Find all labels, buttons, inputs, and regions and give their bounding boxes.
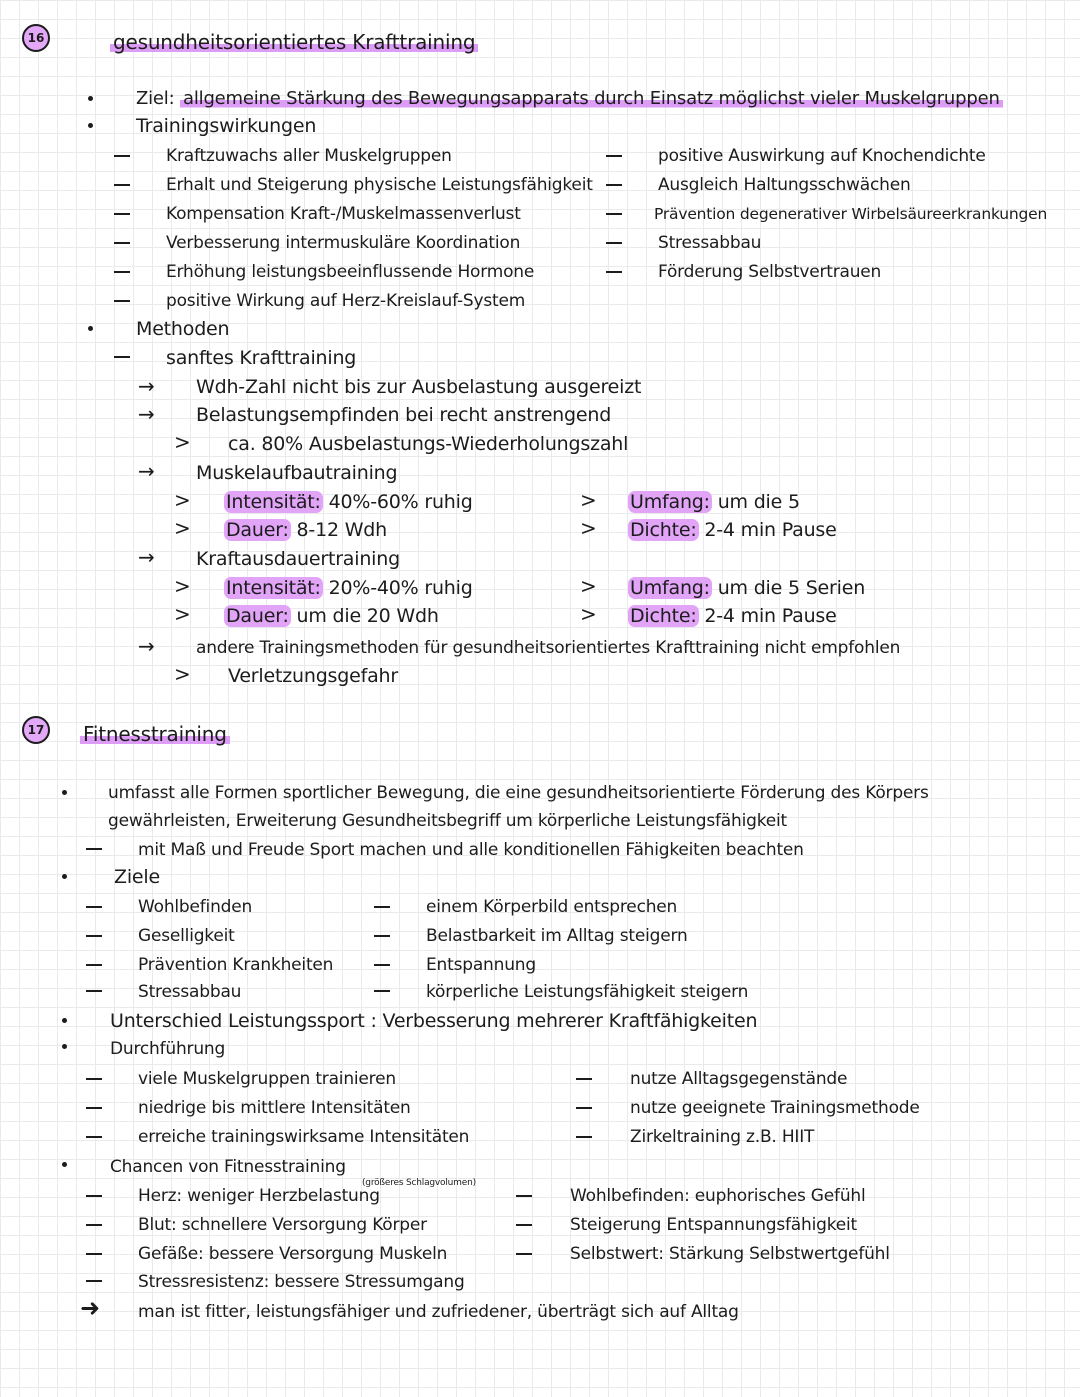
dash xyxy=(86,1224,102,1226)
dash xyxy=(606,184,622,186)
section-number-16: 16 xyxy=(22,24,50,52)
ausdauer-intensitaet-label: Intensität: xyxy=(226,577,321,599)
andere-methoden: andere Trainingsmethoden für gesundheitsorientiertes Krafttraining nicht empfohlen xyxy=(196,638,901,658)
gt-symbol: > xyxy=(580,516,597,540)
dash xyxy=(114,356,130,358)
dash xyxy=(576,1107,592,1109)
durchfuehrung-left-item: erreiche trainingswirksame Intensitäten xyxy=(138,1127,470,1147)
definition-line: gewährleisten, Erweiterung Gesundheitsbegriff um körperliche Leistungsfähigkeit xyxy=(108,811,788,831)
chancen-note: (größeres Schlagvolumen) xyxy=(362,1178,476,1188)
ziel-right-item: Belastbarkeit im Alltag steigern xyxy=(426,926,688,946)
methoden-heading: Methoden xyxy=(136,318,230,340)
dash xyxy=(374,964,390,966)
sanft-detail: Belastungsempfinden bei recht anstrengend xyxy=(196,404,612,426)
aufbau-umfang-value: um die 5 xyxy=(717,491,800,513)
dash xyxy=(86,1136,102,1138)
durchfuehrung-left-item: niedrige bis mittlere Intensitäten xyxy=(138,1098,411,1118)
durchfuehrung-right-item: nutze geeignete Trainingsmethode xyxy=(630,1098,920,1118)
bullet-dot xyxy=(62,1044,67,1049)
durchfuehrung-left-item: viele Muskelgruppen trainieren xyxy=(138,1069,396,1089)
gt-symbol: > xyxy=(580,488,597,512)
verletzungsgefahr: Verletzungsgefahr xyxy=(228,665,398,687)
gt-symbol: > xyxy=(174,574,191,598)
bullet-dot xyxy=(62,874,67,879)
ausdauer-umfang-value: um die 5 Serien xyxy=(717,577,866,599)
chancen-right-item: Wohlbefinden: euphorisches Gefühl xyxy=(570,1186,866,1206)
gt-symbol: > xyxy=(580,602,597,626)
ziel-label: Ziel: xyxy=(136,88,175,109)
dash xyxy=(86,848,102,850)
chancen-left-item: Gefäße: bessere Versorgung Muskeln xyxy=(138,1244,448,1264)
ziel-left-item: Wohlbefinden xyxy=(138,897,253,917)
bullet-dot xyxy=(88,96,93,101)
arrow-symbol: → xyxy=(138,545,155,569)
definition-line: umfasst alle Formen sportlicher Bewegung, die eine gesundheitsorientierte Förderung des Körpers xyxy=(108,783,929,803)
dash xyxy=(374,990,390,992)
wirkung-left-item: positive Wirkung auf Herz-Kreislauf-System xyxy=(166,291,526,311)
aufbau-intensitaet-value: 40%-60% ruhig xyxy=(328,491,473,513)
dash xyxy=(86,935,102,937)
wirkung-left-item: Kompensation Kraft-/Muskelmassenverlust xyxy=(166,204,521,224)
gt-symbol: > xyxy=(174,662,191,686)
dash xyxy=(516,1224,532,1226)
dash xyxy=(86,1195,102,1197)
dash xyxy=(516,1195,532,1197)
dash xyxy=(606,155,622,157)
wirkung-right-item: Prävention degenerativer Wirbelsäureerkrankungen xyxy=(654,205,1048,223)
muskelaufbautraining: Muskelaufbautraining xyxy=(196,462,398,484)
ausdauer-umfang-label: Umfang: xyxy=(630,577,710,599)
ziel-right-item: Entspannung xyxy=(426,955,536,975)
bullet-dot xyxy=(62,1018,67,1023)
ausdauer-dauer xyxy=(224,604,439,628)
wirkung-right-item: Förderung Selbstvertrauen xyxy=(658,262,882,282)
ziel-left-item: Prävention Krankheiten xyxy=(138,955,334,975)
ziel-right-item: körperliche Leistungsfähigkeit steigern xyxy=(426,982,749,1002)
ausdauer-dichte xyxy=(628,604,837,628)
aufbau-dauer xyxy=(224,518,387,542)
chancen-heading: Chancen von Fitnesstraining xyxy=(110,1157,346,1177)
chancen-left-item: Herz: weniger Herzbelastung xyxy=(138,1186,380,1206)
gt-symbol: > xyxy=(174,602,191,626)
aufbau-dichte-value: 2-4 min Pause xyxy=(704,519,837,541)
arrow-symbol: → xyxy=(138,459,155,483)
dash xyxy=(576,1136,592,1138)
chancen-left-item: Blut: schnellere Versorgung Körper xyxy=(138,1215,427,1235)
gt-symbol: > xyxy=(174,430,191,454)
dash xyxy=(86,990,102,992)
dash xyxy=(86,906,102,908)
aufbau-dauer-value: 8-12 Wdh xyxy=(296,519,387,541)
durchfuehrung-right-item: nutze Alltagsgegenstände xyxy=(630,1069,848,1089)
wirkung-left-item: Verbesserung intermuskuläre Koordination xyxy=(166,233,521,253)
wirkung-right-item: Stressabbau xyxy=(658,233,762,253)
section-number-17: 17 xyxy=(22,716,50,744)
dash xyxy=(114,184,130,186)
chancen-left-item: Stressresistenz: bessere Stressumgang xyxy=(138,1272,465,1292)
chancen-right-item: Steigerung Entspannungsfähigkeit xyxy=(570,1215,857,1235)
bullet-dot xyxy=(62,1162,67,1167)
bullet-dot xyxy=(88,123,93,128)
unterschied-leistungssport: Unterschied Leistungssport : Verbesserung mehrerer Kraftfähigkeiten xyxy=(110,1010,758,1032)
aufbau-umfang-label: Umfang: xyxy=(630,491,710,513)
ausdauer-dichte-label: Dichte: xyxy=(630,605,697,627)
dash xyxy=(114,300,130,302)
dash xyxy=(86,1078,102,1080)
ausdauer-dauer-label: Dauer: xyxy=(226,605,289,627)
dash xyxy=(606,242,622,244)
ziel-left-item: Stressabbau xyxy=(138,982,242,1002)
aufbau-dichte xyxy=(628,518,837,542)
bullet-dot xyxy=(88,326,93,331)
sanftes-krafttraining: sanftes Krafttraining xyxy=(166,347,357,369)
aufbau-intensitaet-label: Intensität: xyxy=(226,491,321,513)
dash xyxy=(86,1107,102,1109)
dash xyxy=(114,213,130,215)
dash xyxy=(86,964,102,966)
dash xyxy=(374,906,390,908)
dash xyxy=(576,1078,592,1080)
definition-line: mit Maß und Freude Sport machen und alle konditionellen Fähigkeiten beachten xyxy=(138,840,804,860)
dash xyxy=(606,213,622,215)
dash xyxy=(374,935,390,937)
dash xyxy=(114,155,130,157)
sanft-detail: ca. 80% Ausbelastungs-Wiederholungszahl xyxy=(228,433,629,455)
dash xyxy=(114,242,130,244)
dash xyxy=(86,1253,102,1255)
ziel-line xyxy=(136,87,1003,111)
ziel-text: allgemeine Stärkung des Bewegungsapparats durch Einsatz möglichst vieler Muskelgruppen xyxy=(180,88,1003,109)
fazit: man ist fitter, leistungsfähiger und zufriedener, überträgt sich auf Alltag xyxy=(138,1302,739,1322)
gt-symbol: > xyxy=(174,488,191,512)
chancen-right-item: Selbstwert: Stärkung Selbstwertgefühl xyxy=(570,1244,890,1264)
durchfuehrung-heading: Durchführung xyxy=(110,1039,226,1059)
ausdauer-dauer-value: um die 20 Wdh xyxy=(296,605,439,627)
aufbau-dauer-label: Dauer: xyxy=(226,519,289,541)
arrow-symbol: → xyxy=(138,374,155,398)
wirkungen-heading: Trainingswirkungen xyxy=(136,115,317,137)
gt-symbol: > xyxy=(174,516,191,540)
wirkung-right-item: Ausgleich Haltungsschwächen xyxy=(658,175,911,195)
ausdauer-umfang xyxy=(628,576,865,600)
dash xyxy=(606,271,622,273)
bullet-dot xyxy=(62,790,67,795)
ausdauer-dichte-value: 2-4 min Pause xyxy=(704,605,837,627)
wirkung-left-item: Erhalt und Steigerung physische Leistungsfähigkeit xyxy=(166,175,593,195)
durchfuehrung-right-item: Zirkeltraining z.B. HIIT xyxy=(630,1127,815,1147)
gt-symbol: > xyxy=(580,574,597,598)
dash xyxy=(114,271,130,273)
aufbau-dichte-label: Dichte: xyxy=(630,519,697,541)
arrow-symbol: → xyxy=(138,402,155,426)
arrow-symbol: → xyxy=(138,634,155,658)
kraftausdauertraining: Kraftausdauertraining xyxy=(196,548,400,570)
sanft-detail: Wdh-Zahl nicht bis zur Ausbelastung ausgereizt xyxy=(196,376,642,398)
aufbau-umfang xyxy=(628,490,800,514)
dash xyxy=(86,1280,102,1282)
aufbau-intensitaet xyxy=(224,490,473,514)
section-title-krafttraining: gesundheitsorientiertes Krafttraining xyxy=(110,30,478,54)
ziele-heading: Ziele xyxy=(114,866,160,888)
ziel-left-item: Geselligkeit xyxy=(138,926,235,946)
ausdauer-intensitaet-value: 20%-40% ruhig xyxy=(328,577,473,599)
ziel-right-item: einem Körperbild entsprechen xyxy=(426,897,678,917)
section-title-fitnesstraining: Fitnesstraining xyxy=(80,722,230,746)
wirkung-left-item: Erhöhung leistungsbeeinflussende Hormone xyxy=(166,262,535,282)
ausdauer-intensitaet xyxy=(224,576,473,600)
dash xyxy=(516,1253,532,1255)
wirkung-left-item: Kraftzuwachs aller Muskelgruppen xyxy=(166,146,452,166)
big-arrow-icon: ➜ xyxy=(80,1294,101,1322)
wirkung-right-item: positive Auswirkung auf Knochendichte xyxy=(658,146,986,166)
